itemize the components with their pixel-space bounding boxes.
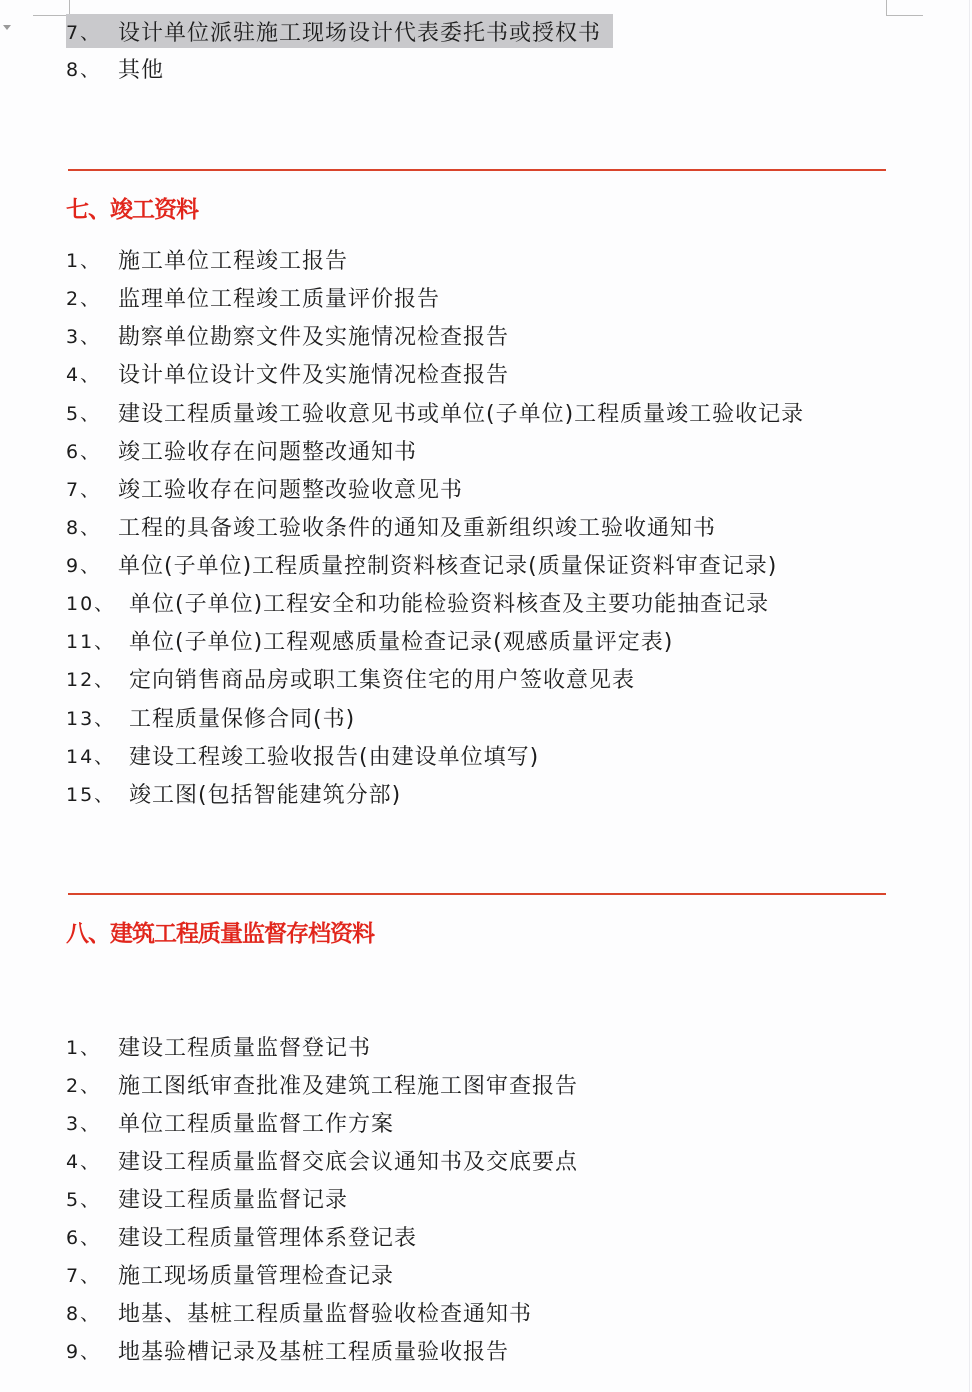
item-text: 勘察单位勘察文件及实施情况检查报告 bbox=[118, 324, 510, 350]
list-item[interactable] bbox=[66, 318, 509, 352]
item-text: 竣工验收存在问题整改通知书 bbox=[118, 439, 418, 465]
page-corner-mark-left bbox=[33, 0, 70, 16]
item-text: 施工图纸审查批准及建筑工程施工图审查报告 bbox=[118, 1073, 579, 1099]
item-number: 4、 bbox=[66, 363, 102, 386]
item-text: 单位工程质量监督工作方案 bbox=[118, 1111, 395, 1137]
item-number: 3、 bbox=[66, 325, 102, 348]
list-item[interactable] bbox=[66, 1105, 394, 1139]
list-item[interactable] bbox=[66, 585, 769, 619]
list-item[interactable] bbox=[66, 1257, 394, 1291]
item-text: 竣工验收存在问题整改验收意见书 bbox=[118, 477, 464, 503]
item-text: 单位(子单位)工程观感质量检查记录(观感质量评定表) bbox=[129, 629, 674, 655]
item-text: 地基、基桩工程质量监督验收检查通知书 bbox=[118, 1301, 533, 1327]
section-title-quality-supervision: 八、建筑工程质量监督存档资料 bbox=[66, 921, 374, 947]
item-number: 9、 bbox=[66, 1340, 102, 1363]
item-text: 建设工程质量监督记录 bbox=[118, 1187, 349, 1213]
list-item[interactable] bbox=[66, 738, 539, 772]
item-number: 12、 bbox=[66, 668, 116, 691]
item-text: 施工现场质量管理检查记录 bbox=[118, 1263, 395, 1289]
item-number: 13、 bbox=[66, 707, 116, 730]
item-number: 14、 bbox=[66, 745, 116, 768]
item-number: 2、 bbox=[66, 287, 102, 310]
item-number: 5、 bbox=[66, 402, 102, 425]
list-item[interactable] bbox=[66, 51, 164, 85]
list-item[interactable] bbox=[66, 509, 716, 543]
list-item[interactable] bbox=[66, 280, 440, 314]
item-number: 7、 bbox=[66, 21, 102, 44]
item-number: 1、 bbox=[66, 249, 102, 272]
item-text: 定向销售商品房或职工集资住宅的用户签收意见表 bbox=[129, 667, 636, 693]
page-corner-mark-right bbox=[886, 0, 923, 16]
section-title-completion: 七、竣工资料 bbox=[66, 197, 198, 223]
item-number: 8、 bbox=[66, 516, 102, 539]
item-text: 工程的具备竣工验收条件的通知及重新组织竣工验收通知书 bbox=[118, 515, 717, 541]
item-number: 7、 bbox=[66, 478, 102, 501]
item-text: 其他 bbox=[118, 57, 165, 83]
list-item[interactable] bbox=[66, 776, 401, 810]
list-item[interactable] bbox=[66, 242, 348, 276]
list-item[interactable] bbox=[66, 1143, 578, 1177]
list-item[interactable] bbox=[66, 1067, 578, 1101]
item-number: 5、 bbox=[66, 1188, 102, 1211]
item-number: 6、 bbox=[66, 440, 102, 463]
list-item[interactable] bbox=[66, 1219, 417, 1253]
item-number: 8、 bbox=[66, 1302, 102, 1325]
list-item[interactable] bbox=[66, 547, 777, 581]
item-text: 建设工程质量管理体系登记表 bbox=[118, 1225, 418, 1251]
item-text: 工程质量保修合同(书) bbox=[129, 706, 356, 732]
list-item[interactable] bbox=[66, 1181, 348, 1215]
item-text: 地基验槽记录及基桩工程质量验收报告 bbox=[118, 1339, 510, 1365]
list-item[interactable] bbox=[66, 395, 804, 429]
item-number: 3、 bbox=[66, 1112, 102, 1135]
item-text: 建设工程质量竣工验收意见书或单位(子单位)工程质量竣工验收记录 bbox=[118, 401, 805, 427]
list-item-selected[interactable] bbox=[66, 14, 613, 48]
item-number: 2、 bbox=[66, 1074, 102, 1097]
item-text: 建设工程质量监督登记书 bbox=[118, 1035, 372, 1061]
collapse-arrow-icon[interactable] bbox=[3, 25, 11, 30]
item-text: 设计单位设计文件及实施情况检查报告 bbox=[118, 362, 510, 388]
item-text: 竣工图(包括智能建筑分部) bbox=[129, 782, 402, 808]
item-text: 单位(子单位)工程质量控制资料核查记录(质量保证资料审查记录) bbox=[118, 553, 778, 579]
list-item[interactable] bbox=[66, 700, 355, 734]
item-text: 设计单位派驻施工现场设计代表委托书或授权书 bbox=[118, 20, 602, 46]
item-number: 15、 bbox=[66, 783, 116, 806]
section-divider bbox=[68, 893, 886, 895]
item-number: 4、 bbox=[66, 1150, 102, 1173]
item-number: 11、 bbox=[66, 630, 116, 653]
item-text: 建设工程竣工验收报告(由建设单位填写) bbox=[129, 744, 540, 770]
list-item[interactable] bbox=[66, 433, 417, 467]
list-item[interactable] bbox=[66, 1333, 509, 1367]
list-item[interactable] bbox=[66, 356, 509, 390]
item-number: 1、 bbox=[66, 1036, 102, 1059]
item-number: 7、 bbox=[66, 1264, 102, 1287]
list-item[interactable] bbox=[66, 1029, 371, 1063]
item-number: 10、 bbox=[66, 592, 116, 615]
item-text: 单位(子单位)工程安全和功能检验资料核查及主要功能抽查记录 bbox=[129, 591, 770, 617]
section-divider bbox=[68, 169, 886, 171]
list-item[interactable] bbox=[66, 471, 463, 505]
item-text: 建设工程质量监督交底会议通知书及交底要点 bbox=[118, 1149, 579, 1175]
item-number: 8、 bbox=[66, 58, 102, 81]
item-text: 施工单位工程竣工报告 bbox=[118, 248, 349, 274]
page-edge bbox=[969, 0, 970, 1392]
item-number: 6、 bbox=[66, 1226, 102, 1249]
item-text: 监理单位工程竣工质量评价报告 bbox=[118, 286, 441, 312]
list-item[interactable] bbox=[66, 661, 635, 695]
list-item[interactable] bbox=[66, 1295, 532, 1329]
item-number: 9、 bbox=[66, 554, 102, 577]
list-item[interactable] bbox=[66, 623, 673, 657]
